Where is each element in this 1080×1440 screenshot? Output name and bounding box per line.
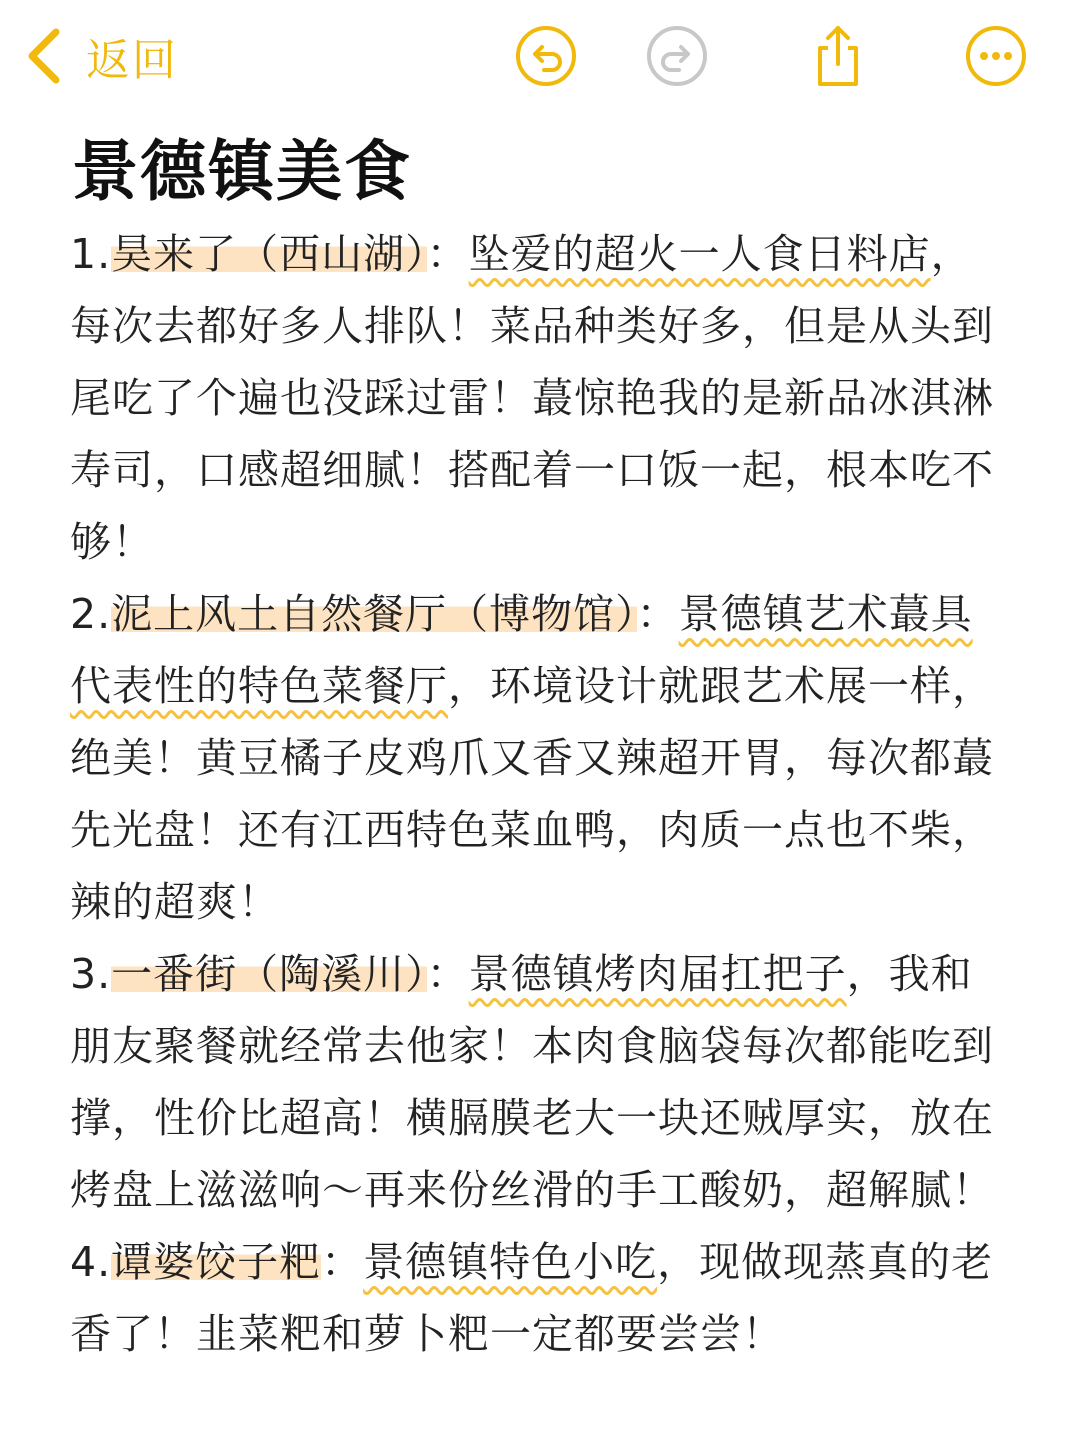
redo-icon[interactable] [645, 24, 709, 88]
item-colon: ： [426, 950, 469, 998]
list-item [70, 218, 995, 578]
item-highlight: 景德镇烤肉届扛把子 [468, 950, 847, 998]
item-highlight: 坠爱的超火一人食日料店 [468, 230, 931, 278]
item-description: ，现做现蒸真的老香了！韭菜粑和萝卜粑一定都要尝尝！ [70, 1238, 994, 1358]
list-item [70, 1226, 995, 1370]
toolbar [0, 0, 1080, 110]
note-title: 景德镇美食 [72, 133, 412, 210]
item-description: ，我和朋友聚餐就经常去他家！本肉食脑袋每次都能吃到撑，性价比超高！横膈膜老大一块还贼厚实，放在烤盘上滋滋响～再来份丝滑的手工酸奶，超解腻！ [70, 950, 994, 1214]
item-colon: ： [321, 1238, 364, 1286]
item-description: ，每次去都好多人排队！菜品种类好多，但是从头到尾吃了个遍也没踩过雷！蕞惊艳我的是新品冰淇淋寿司，口感超细腻！搭配着一口饭一起，根本吃不够！ [70, 230, 994, 566]
item-number: 3. [70, 950, 112, 998]
item-number: 1. [70, 230, 112, 278]
item-highlight: 景德镇特色小吃 [363, 1238, 658, 1286]
item-description: ，环境设计就跟艺术展一样，绝美！黄豆橘子皮鸡爪又香又辣超开胃，每次都蕞先光盘！还有江西特色菜血鸭，肉质一点也不柴，辣的超爽！ [70, 662, 994, 926]
item-number: 4. [70, 1238, 112, 1286]
list-item [70, 938, 995, 1226]
restaurant-name: 一番街（陶溪川） [111, 950, 427, 998]
restaurant-name: 泥上风土自然餐厅（博物馆） [111, 590, 637, 638]
item-colon: ： [636, 590, 679, 638]
restaurant-name: 谭婆饺子粑 [111, 1238, 322, 1286]
undo-icon[interactable] [514, 24, 578, 88]
item-highlight: 景德镇艺术蕞具代表性的特色菜餐厅 [70, 590, 973, 710]
item-number: 2. [70, 590, 112, 638]
back-label: 返回 [86, 35, 178, 86]
list-item [70, 578, 995, 938]
note-body[interactable] [70, 218, 995, 1370]
back-button[interactable] [24, 24, 178, 88]
more-icon[interactable] [964, 24, 1028, 88]
chevron-left-icon [24, 26, 64, 86]
restaurant-name: 昊来了（西山湖） [111, 230, 427, 278]
share-icon[interactable] [806, 24, 870, 88]
item-colon: ： [426, 230, 469, 278]
